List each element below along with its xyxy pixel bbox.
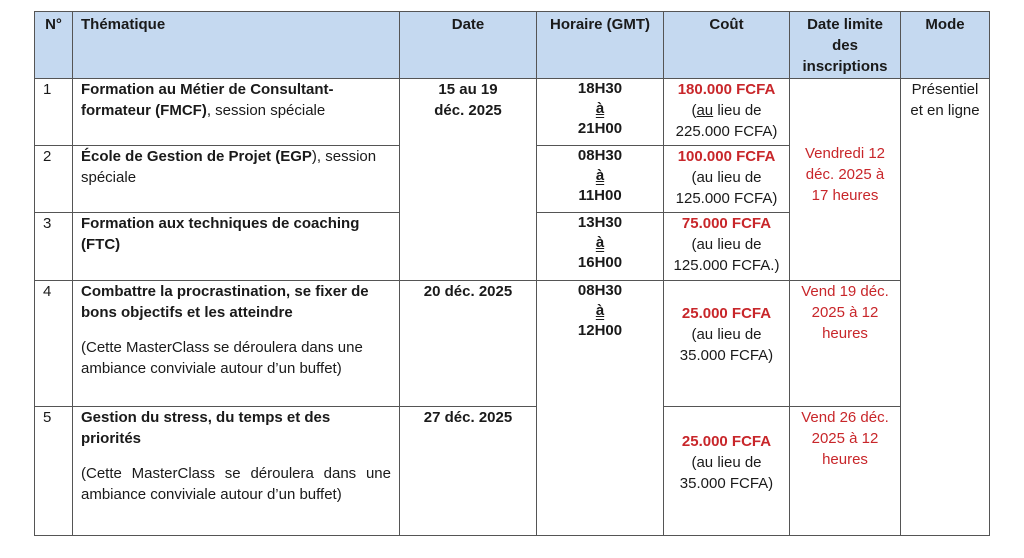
mode-cell-merged: Présentiel et en ligne (901, 79, 990, 536)
theme-suffix: ), session spéciale (81, 148, 377, 186)
deadline-cell: Vend 26 déc. 2025 à 12 heures (790, 407, 901, 536)
date-cell: 20 déc. 2025 (400, 281, 537, 407)
theme-suffix: , session spéciale (206, 102, 326, 119)
theme-note: (Cette MasterClass se déroulera dans une ambiance conviviale autour d’un buffet) (81, 339, 363, 377)
cost-original: (au lieu de 225.000 FCFA) (675, 102, 778, 140)
row-number: 1 (35, 79, 73, 146)
cost-cell (664, 281, 790, 407)
cost-au-underlined: au (696, 102, 714, 119)
cost-price: 25.000 FCFA (681, 305, 772, 322)
table-row (35, 79, 990, 146)
cost-cell (664, 407, 790, 536)
time-cell-merged (537, 281, 664, 536)
time-start: 13H30 (577, 214, 623, 231)
header-deadline: Date limite des inscriptions (790, 12, 901, 79)
row-number: 2 (35, 146, 73, 213)
cost-cell (664, 213, 790, 281)
time-separator: à (595, 302, 605, 319)
cost-cell (664, 146, 790, 213)
cost-original: (au lieu de 125.000 FCFA.) (673, 236, 780, 274)
time-end: 21H00 (577, 120, 623, 137)
header-mode: Mode (901, 12, 990, 79)
time-separator: à (595, 234, 605, 251)
time-separator: à (595, 100, 605, 117)
row-theme (73, 146, 400, 213)
cost-price: 25.000 FCFA (681, 433, 772, 450)
deadline-cell: Vend 19 déc. 2025 à 12 heures (790, 281, 901, 407)
row-theme (73, 213, 400, 281)
header-num: N° (35, 12, 73, 79)
header-row (35, 12, 990, 79)
cost-cell (664, 79, 790, 146)
time-separator: à (595, 167, 605, 184)
row-theme (73, 79, 400, 146)
theme-title: Formation au Métier de Consultant-formateur (FMCF) (81, 81, 334, 119)
time-cell (537, 213, 664, 281)
cost-price: 180.000 FCFA (677, 81, 776, 98)
time-end: 12H00 (577, 322, 623, 339)
cost-original: (au lieu de 35.000 FCFA) (679, 454, 774, 492)
cost-price: 75.000 FCFA (681, 215, 772, 232)
table-row (35, 407, 990, 536)
date-cell-merged: 15 au 19 déc. 2025 (400, 79, 537, 281)
row-theme (73, 281, 400, 407)
header-cost: Coût (664, 12, 790, 79)
date-cell: 27 déc. 2025 (400, 407, 537, 536)
header-date: Date (400, 12, 537, 79)
time-start: 18H30 (577, 80, 623, 97)
row-number: 3 (35, 213, 73, 281)
time-start: 08H30 (577, 282, 623, 299)
cost-price: 100.000 FCFA (677, 148, 776, 165)
theme-note: (Cette MasterClass se déroulera dans une ambiance conviviale autour d’un buffet) (81, 465, 391, 503)
time-cell (537, 146, 664, 213)
time-end: 11H00 (578, 187, 622, 204)
theme-title: Gestion du stress, du temps et des priorités (81, 409, 331, 447)
table-row (35, 281, 990, 407)
theme-title: Combattre la procrastination, se fixer de bons objectifs et les atteindre (81, 283, 369, 321)
time-start: 08H30 (577, 147, 623, 164)
row-number: 4 (35, 281, 73, 407)
training-schedule-table (34, 11, 990, 536)
row-theme (73, 407, 400, 536)
cost-original: (au lieu de 125.000 FCFA) (675, 169, 778, 207)
cost-original: (au lieu de 35.000 FCFA) (679, 326, 774, 364)
header-theme: Thématique (73, 12, 400, 79)
row-number: 5 (35, 407, 73, 536)
theme-title: Formation aux techniques de coaching (FTC) (81, 215, 360, 253)
header-time: Horaire (GMT) (537, 12, 664, 79)
theme-title: École de Gestion de Projet (EGP (81, 148, 312, 165)
time-cell (537, 79, 664, 146)
time-end: 16H00 (577, 254, 623, 271)
deadline-cell-merged: Vendredi 12 déc. 2025 à 17 heures (790, 79, 901, 281)
